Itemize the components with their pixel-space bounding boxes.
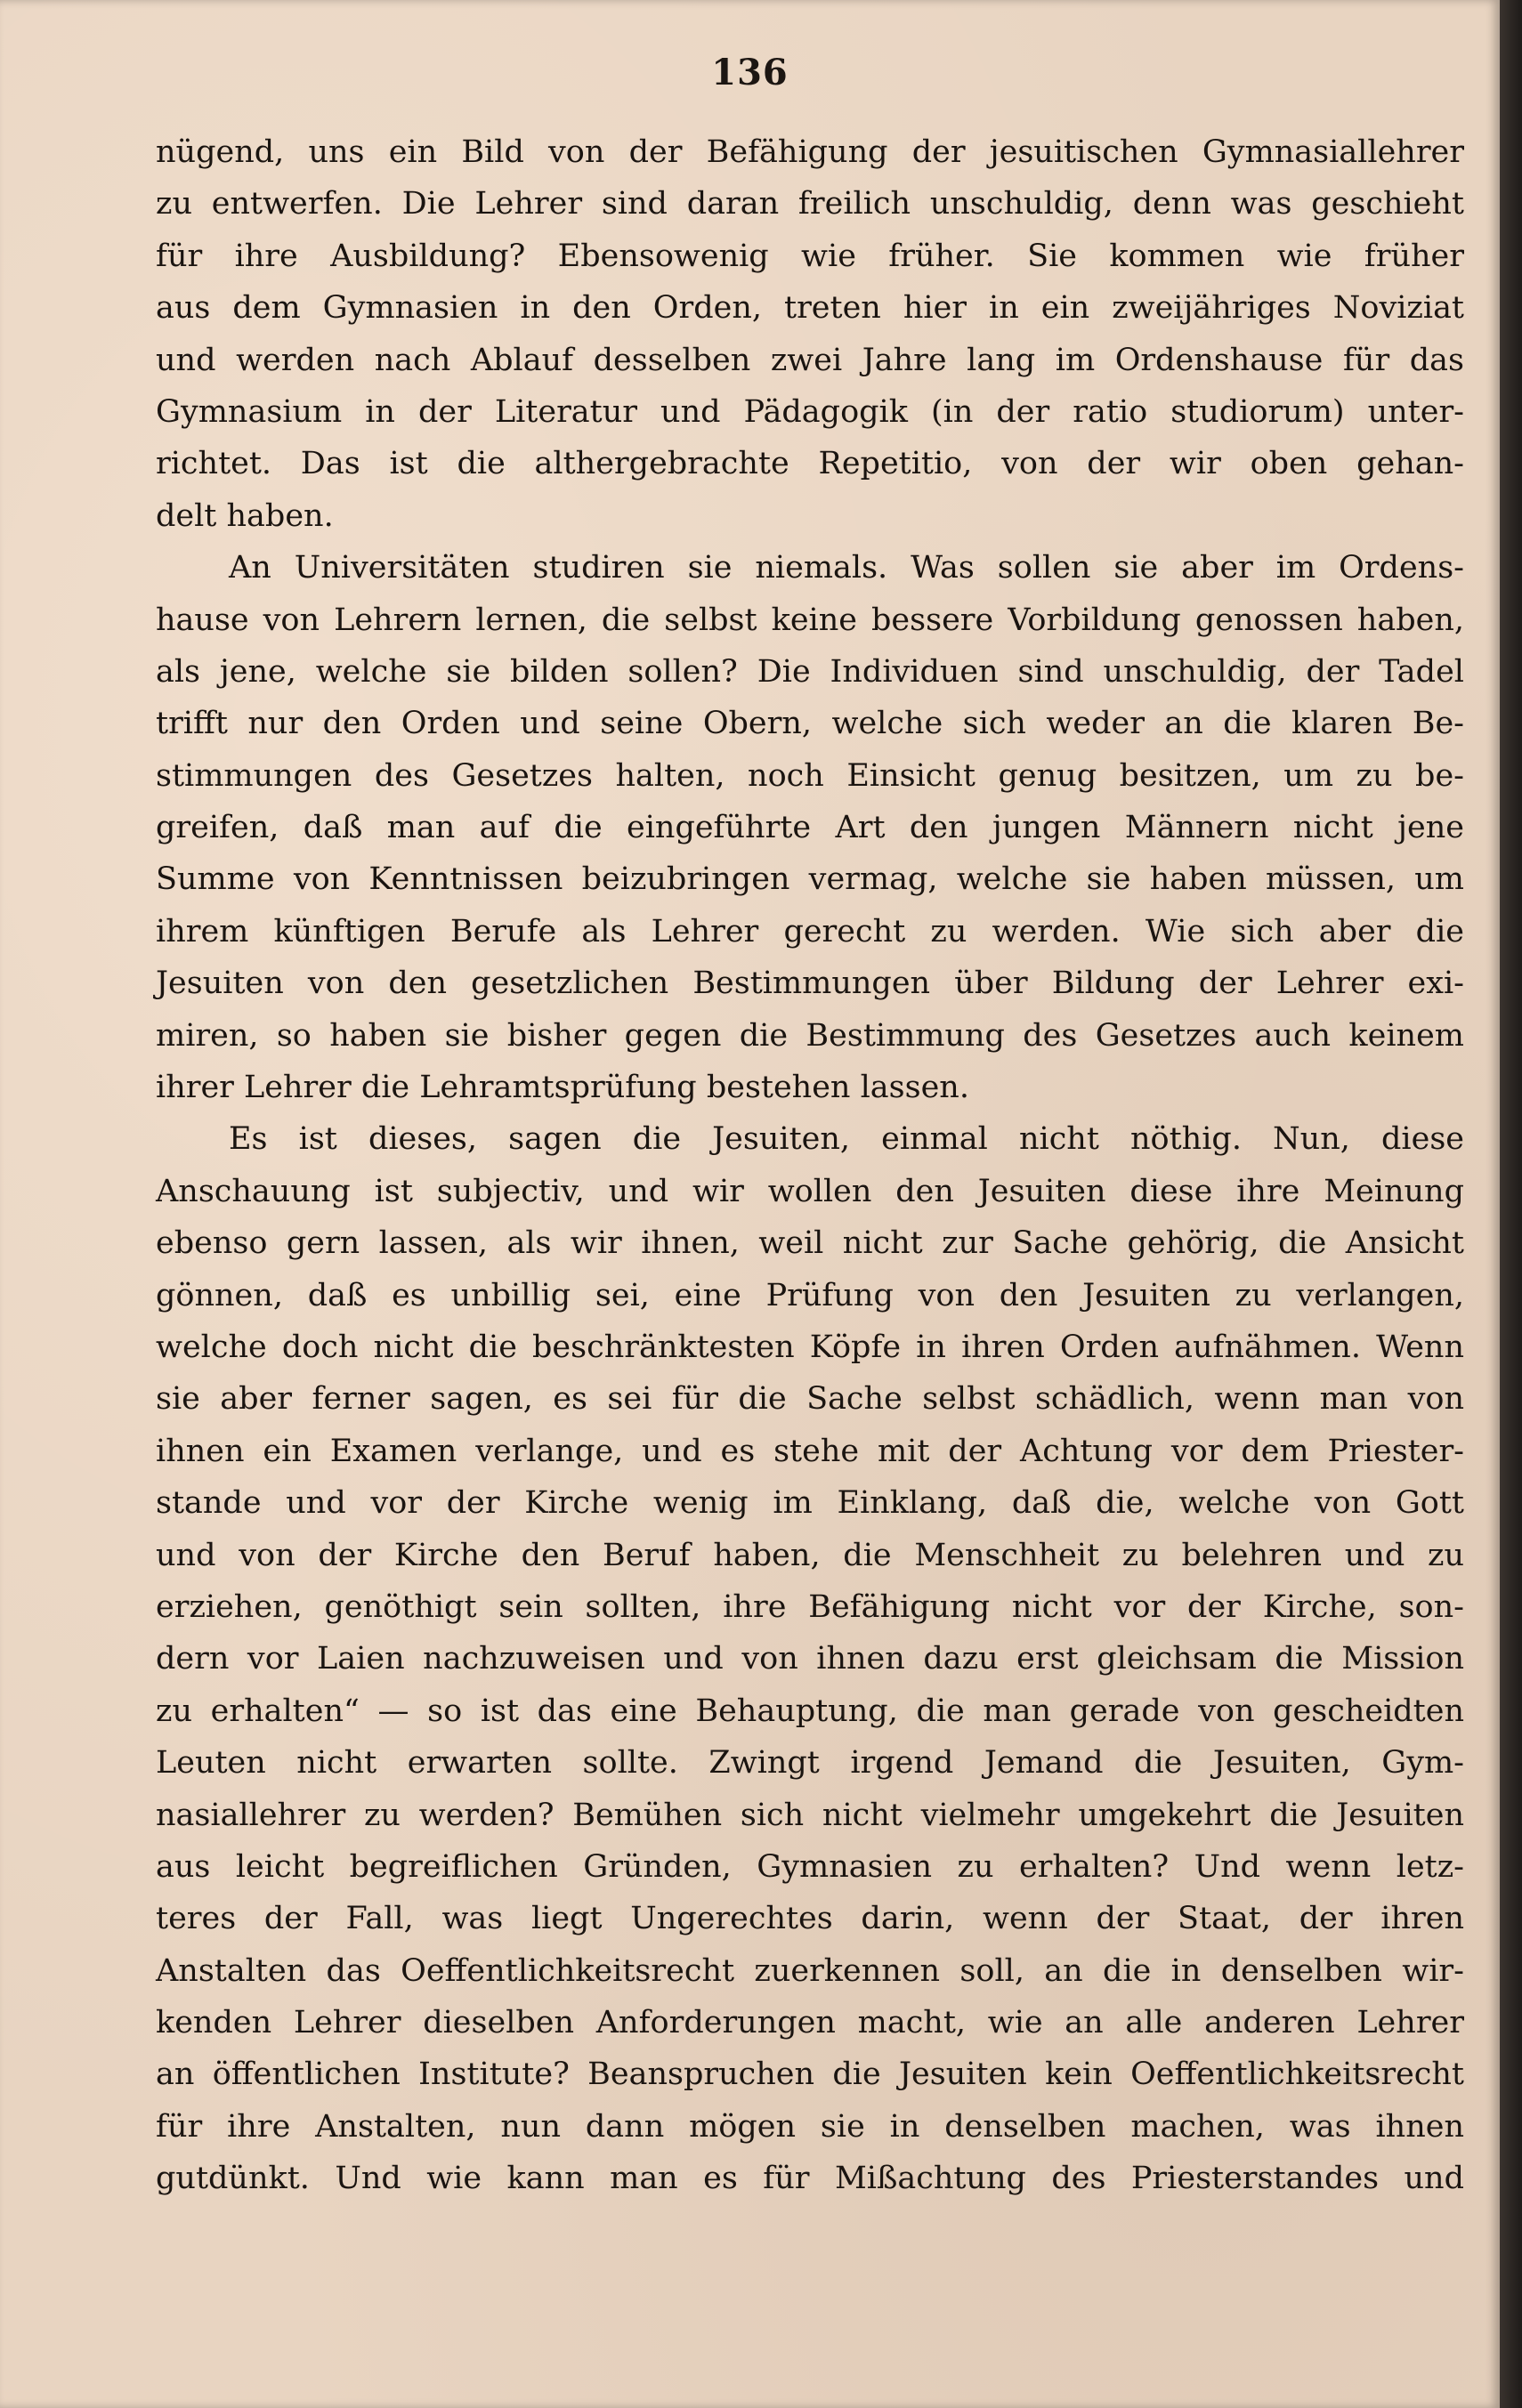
text-line: nasiallehrer zu werden? Bemühen sich nicht vielmehr umgekehrt die Jesuiten [156, 1797, 1464, 1833]
text-line: aus leicht begreiflichen Gründen, Gymnasien zu erhalten? Und wenn letz- [156, 1848, 1464, 1885]
text-line: greifen, daß man auf die eingeführte Art den jungen Männern nicht jene [156, 810, 1464, 846]
text-line: nügend, uns ein Bild von der Befähigung der jesuitischen Gymnasiallehrer [156, 134, 1464, 170]
text-line: trifft nur den Orden und seine Obern, welche sich weder an die klaren Be- [156, 706, 1464, 742]
text-line: kenden Lehrer dieselben Anforderungen macht, wie an alle anderen Lehrer [156, 2005, 1464, 2041]
body-text [156, 126, 1464, 2205]
text-line: stande und vor der Kirche wenig im Einklang, daß die, welche von Gott [156, 1485, 1464, 1522]
text-line: zu entwerfen. Die Lehrer sind daran freilich unschuldig, denn was geschieht [156, 186, 1464, 222]
text-line: aus dem Gymnasien in den Orden, treten hier in ein zweijähriges Noviziat [156, 290, 1464, 327]
text-line: stimmungen des Gesetzes halten, noch Einsicht genug besitzen, um zu be- [156, 757, 1464, 794]
text-line: welche doch nicht die beschränktesten Köpfe in ihren Orden aufnähmen. Wenn [156, 1329, 1464, 1365]
paragraph-start-line: An Universitäten studiren sie niemals. Was sollen sie aber im Ordens- [229, 550, 1464, 586]
text-line: richtet. Das ist die althergebrachte Repetitio, von der wir oben gehan- [156, 446, 1464, 482]
text-line: Jesuiten von den gesetzlichen Bestimmungen über Bildung der Lehrer exi- [156, 966, 1464, 1002]
text-line: sie aber ferner sagen, es sei für die Sache selbst schädlich, wenn man von [156, 1381, 1464, 1418]
text-line: für ihre Ausbildung? Ebensowenig wie früher. Sie kommen wie früher [156, 238, 1464, 274]
page-number: 136 [711, 52, 789, 93]
text-line: an öffentlichen Institute? Beanspruchen die Jesuiten kein Oeffentlichkeitsrecht [156, 2056, 1464, 2093]
text-line: und von der Kirche den Beruf haben, die Menschheit zu belehren und zu [156, 1537, 1464, 1573]
text-line: Anstalten das Oeffentlichkeitsrecht zuerkennen soll, an die in denselben wir- [156, 1952, 1464, 1989]
text-line: hause von Lehrern lernen, die selbst keine bessere Vorbildung genossen haben, [156, 602, 1464, 638]
text-line: Summe von Kenntnissen beizubringen vermag, welche sie haben müssen, um [156, 861, 1464, 898]
text-line: dern vor Laien nachzuweisen und von ihnen dazu erst gleichsam die Mission [156, 1641, 1464, 1677]
text-line: Leuten nicht erwarten sollte. Zwingt irgend Jemand die Jesuiten, Gym- [156, 1745, 1464, 1782]
text-line: als jene, welche sie bilden sollen? Die Individuen sind unschuldig, der Tadel [156, 653, 1464, 690]
text-line: für ihre Anstalten, nun dann mögen sie in denselben machen, was ihnen [156, 2108, 1464, 2145]
text-line: ihrer Lehrer die Lehramtsprüfung bestehen lassen. [156, 1070, 969, 1106]
text-line: zu erhalten“ — so ist das eine Behauptung, die man gerade von gescheidten [156, 1693, 1464, 1729]
paragraph-start-line: Es ist dieses, sagen die Jesuiten, einmal nicht nöthig. Nun, diese [229, 1121, 1464, 1158]
book-spine-edge [1500, 0, 1522, 2408]
text-line: gutdünkt. Und wie kann man es für Mißachtung des Priesterstandes und [156, 2161, 1464, 2197]
text-line: Anschauung ist subjectiv, und wir wollen den Jesuiten diese ihre Meinung [156, 1173, 1464, 1209]
text-line: gönnen, daß es unbillig sei, eine Prüfung von den Jesuiten zu verlangen, [156, 1277, 1464, 1313]
text-line: Gymnasium in der Literatur und Pädagogik (in der ratio studiorum) unter- [156, 393, 1464, 430]
text-line: miren, so haben sie bisher gegen die Bestimmung des Gesetzes auch keinem [156, 1017, 1464, 1054]
text-line: ihrem künftigen Berufe als Lehrer gerecht zu werden. Wie sich aber die [156, 913, 1464, 949]
text-line: delt haben. [156, 497, 334, 534]
text-line: und werden nach Ablauf desselben zwei Jahre lang im Ordenshause für das [156, 342, 1464, 378]
text-line: erziehen, genöthigt sein sollten, ihre Befähigung nicht vor der Kirche, son- [156, 1588, 1464, 1625]
text-line: ebenso gern lassen, als wir ihnen, weil nicht zur Sache gehörig, die Ansicht [156, 1225, 1464, 1262]
text-line: teres der Fall, was liegt Ungerechtes darin, wenn der Staat, der ihren [156, 1901, 1464, 1937]
text-line: ihnen ein Examen verlange, und es stehe mit der Achtung vor dem Priester- [156, 1433, 1464, 1469]
